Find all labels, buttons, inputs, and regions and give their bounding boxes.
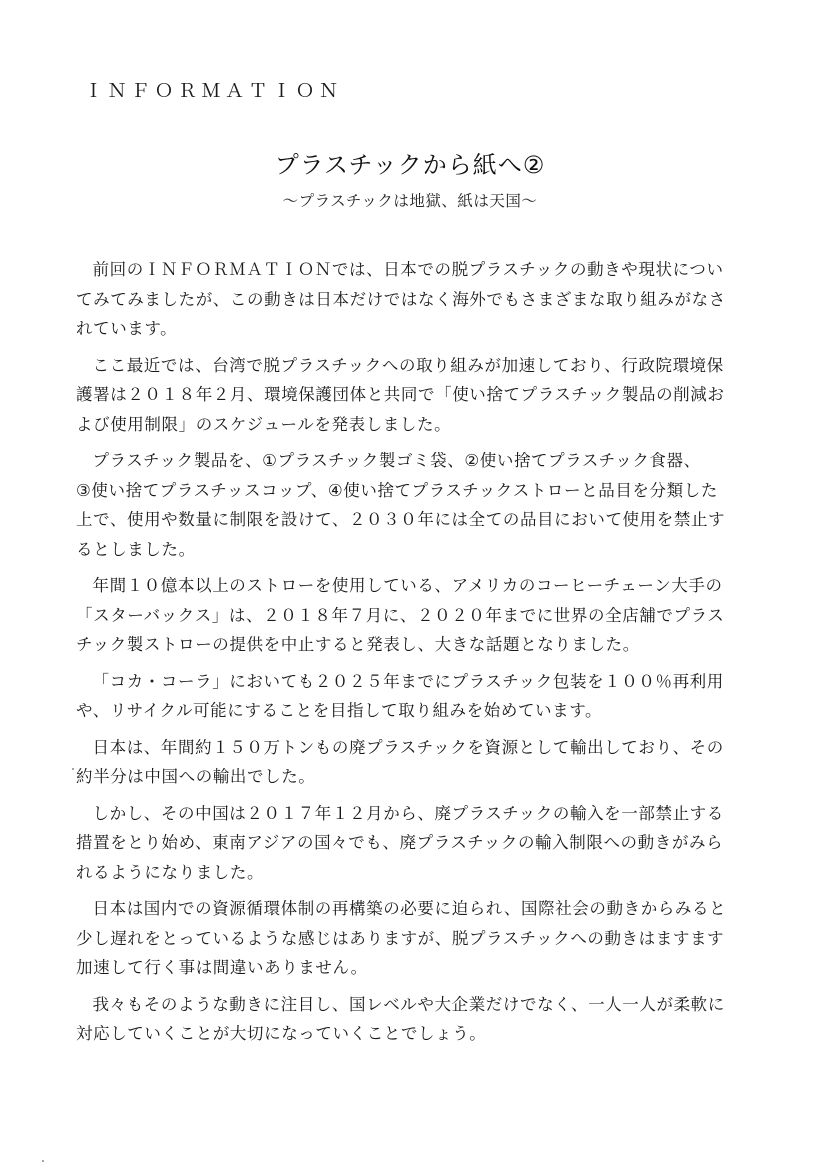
text-line: プラスチック製品を、①プラスチック製ゴミ袋、②使い捨てプラスチック食器、 — [92, 451, 701, 470]
text-line: 年間１０億本以上のストローを使用している、アメリカのコーヒーチェーン大手の — [92, 576, 723, 595]
page-title: プラスチックから紙へ② — [274, 151, 546, 179]
text-line: 約半分は中国への輸出でした。 — [76, 767, 316, 786]
paragraph — [76, 733, 746, 792]
page-subtitle: ～プラスチックは地獄、紙は天国～ — [282, 192, 538, 210]
header-label: ＩＮＦＯＲＭＡＴＩＯＮ — [84, 80, 343, 102]
paragraph — [76, 990, 746, 1049]
text-line: 日本は国内での資源循環体制の再構築の必要に迫られ、国際社会の動きからみると — [92, 899, 727, 918]
text-line: や、リサイクル可能にすることを目指して取り組みを始めています。 — [76, 701, 603, 720]
text-line: チック製ストローの提供を中止すると発表し、大きな話題となりました。 — [76, 635, 640, 654]
text-line: ③使い捨てプラスチッスコップ、④使い捨てプラスチックストローと品目を分類した — [76, 480, 718, 500]
text-line: 護署は２０１８年２月、環境保護団体と共同で「使い捨てプラスチック製品の削減お — [76, 385, 725, 404]
paragraph — [76, 351, 746, 440]
scan-speck — [72, 768, 74, 770]
article-body — [76, 255, 746, 1056]
text-line: れるようになりました。 — [76, 862, 265, 882]
text-line: 措置をとり始め、東南アジアの国々でも、廃プラスチックの輸入制限への動きがみら — [76, 833, 724, 852]
text-line: てみてみましたが、この動きは日本だけではなく海外でもさまざまな取り組みがなさ — [76, 289, 726, 309]
paragraph — [76, 894, 746, 983]
paragraph — [76, 667, 746, 726]
text-line: 対応していくことが大切になっていくことでしょう。 — [76, 1024, 487, 1043]
text-line: るとしました。 — [76, 539, 196, 559]
paragraph — [76, 571, 746, 660]
text-line: よび使用制限」のスケジュールを発表しました。 — [76, 414, 452, 434]
paragraph — [76, 255, 746, 344]
text-line: れています。 — [76, 319, 178, 338]
text-line: 上で、使用や数量に制限を設けて、２０３０年には全ての品目において使用を禁止す — [76, 510, 726, 529]
text-line: 「スターバックス」は、２０１８年７月に、２０２０年までに世界の全店舗でプラス — [76, 605, 725, 625]
text-line: ここ最近では、台湾で脱プラスチックへの取り組みが加速しており、行政院環境保 — [92, 355, 724, 375]
scan-speck — [42, 1160, 44, 1162]
text-line: 加速して行く事は間違いありません。 — [76, 958, 368, 977]
text-line: 日本は、年間約１５０万トンもの廃プラスチックを資源として輸出しており、その — [92, 737, 724, 757]
paragraph — [76, 799, 746, 888]
text-line: しかし、その中国は２０１７年１２月から、廃プラスチックの輸入を一部禁止する — [92, 803, 724, 823]
text-line: 「コカ・コーラ」においても２０２５年までにプラスチック包装を１００％再利用 — [92, 671, 724, 691]
text-line: 我々もそのような動きに注目し、国レベルや大企業だけでなく、一人一人が柔軟に — [92, 994, 725, 1014]
text-line: 前回のＩＮＦＯＲＭＡＴＩＯＮでは、日本での脱プラスチックの動きや現状につい — [92, 260, 724, 279]
paragraph — [76, 446, 746, 564]
text-line: 少し遅れをとっているような感じはありますが、脱プラスチックへの動きはますます — [76, 928, 725, 948]
